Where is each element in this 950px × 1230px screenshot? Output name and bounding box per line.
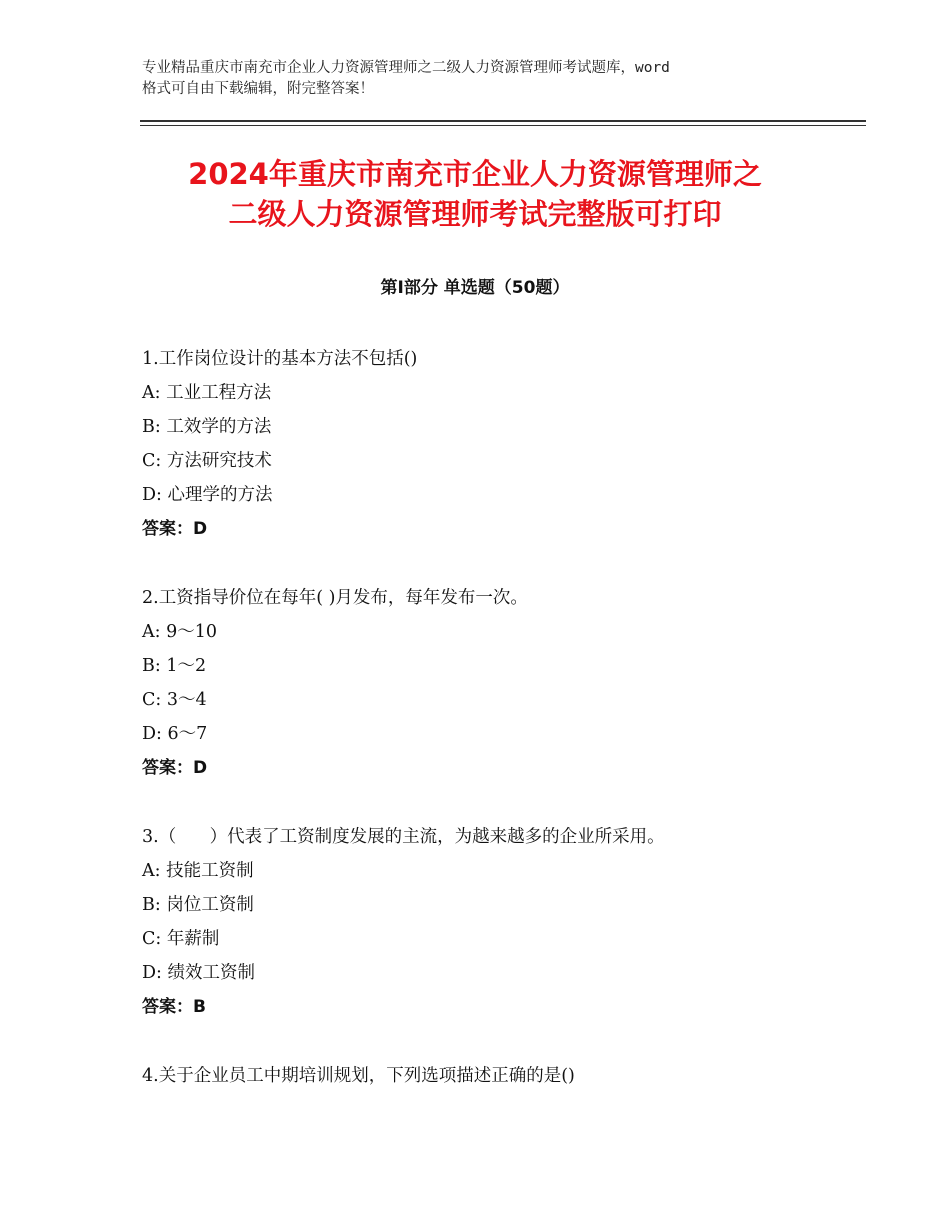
question-spacer	[142, 785, 882, 820]
question-3	[142, 820, 882, 1024]
header-note-line-2: 格式可自由下载编辑，附完整答案！	[142, 81, 374, 97]
option-a: A: 9～10	[142, 622, 217, 642]
option-b: B: 岗位工资制	[142, 895, 254, 915]
option-a: A: 技能工资制	[142, 861, 254, 881]
document-title-line-1: 2024年重庆市南充市企业人力资源管理师之	[188, 157, 762, 191]
question-spacer	[142, 1024, 882, 1059]
question-1	[142, 342, 882, 546]
header-note	[142, 58, 832, 100]
option-d: D: 心理学的方法	[142, 485, 273, 505]
answer-key: 答案：B	[142, 997, 206, 1017]
option-c: C: 3～4	[142, 690, 207, 710]
question-4	[142, 1059, 882, 1093]
document-title-line-2: 二级人力资源管理师考试完整版可打印	[228, 197, 722, 231]
question-stem: 4.关于企业员工中期培训规划，下列选项描述正确的是()	[142, 1066, 575, 1086]
option-d: D: 6～7	[142, 724, 208, 744]
header-divider-thick	[140, 120, 866, 122]
header-divider-thin	[140, 125, 866, 126]
question-stem: 2.工资指导价位在每年( )月发布，每年发布一次。	[142, 588, 528, 608]
header-note-line-1: 专业精品重庆市南充市企业人力资源管理师之二级人力资源管理师考试题库，word	[142, 60, 670, 76]
question-spacer	[142, 546, 882, 581]
section-heading: 第Ⅰ部分 单选题（50题）	[380, 278, 570, 298]
document-title	[80, 154, 870, 234]
option-b: B: 1～2	[142, 656, 207, 676]
question-stem: 1.工作岗位设计的基本方法不包括()	[142, 349, 418, 369]
answer-key: 答案：D	[142, 519, 208, 539]
question-stem: 3.（ ）代表了工资制度发展的主流，为越来越多的企业所采用。	[142, 827, 665, 847]
option-a: A: 工业工程方法	[142, 383, 272, 403]
answer-key: 答案：D	[142, 758, 208, 778]
question-2	[142, 581, 882, 785]
option-b: B: 工效学的方法	[142, 417, 272, 437]
option-c: C: 年薪制	[142, 929, 220, 949]
option-c: C: 方法研究技术	[142, 451, 272, 471]
option-d: D: 绩效工资制	[142, 963, 255, 983]
question-list	[142, 342, 882, 1093]
